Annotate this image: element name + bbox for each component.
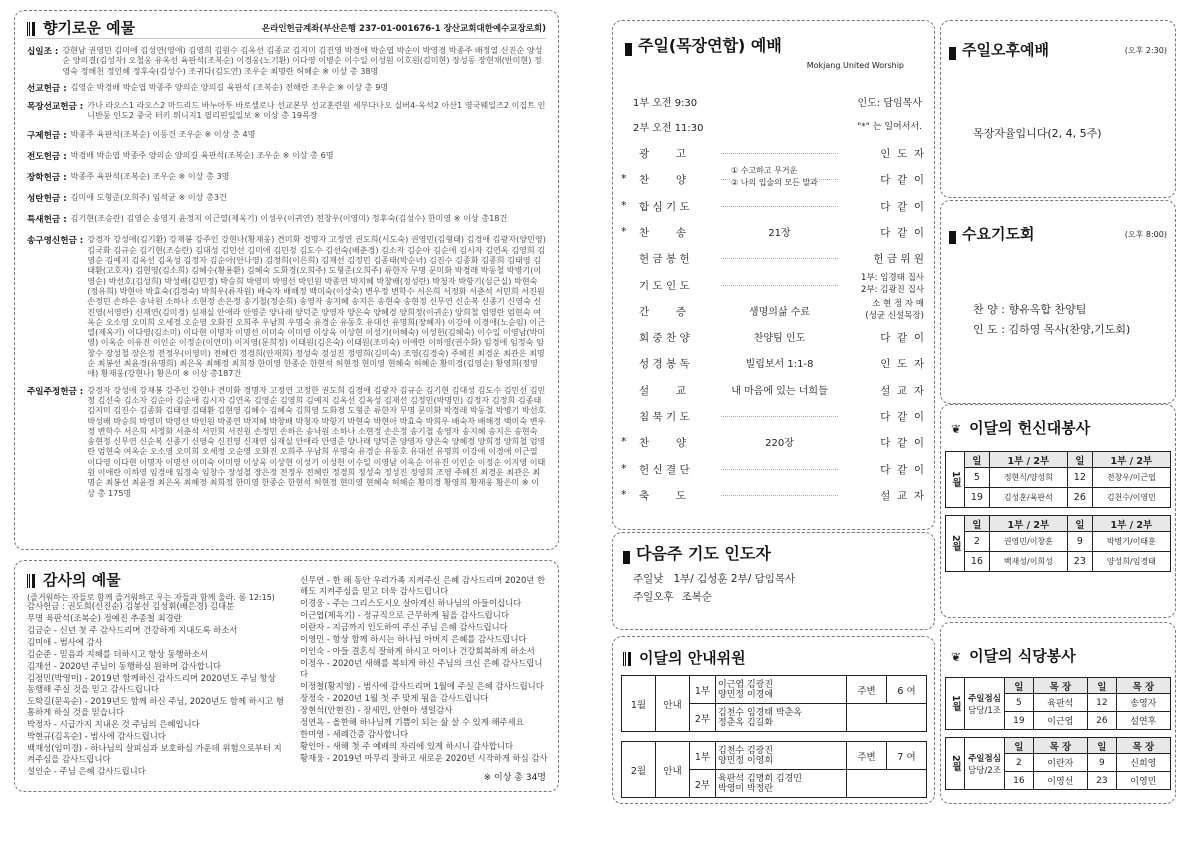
kitchen-header: 목 장: [1033, 678, 1087, 694]
offering-names: 김영순 박경배 박순엽 박종주 양의순 양의길 육판석 (조복순) 전해란 조우순 ※ 이상 총 9명: [70, 81, 389, 92]
next-leader-label-2: 주일오후: [633, 591, 674, 603]
offering-label: 주일주정헌금 :: [27, 386, 84, 397]
thanks-entry: 이근엽(제옥기) - 정규직으로 근무하게 됨을 감사드립니다: [300, 610, 509, 620]
order-item: 간 증: [639, 305, 686, 318]
order-role: 1부: 임경태 집사: [861, 272, 924, 283]
volunteer-cell: 26: [1067, 488, 1092, 508]
order-role: 헌 금 위 원: [873, 253, 924, 266]
order-content: ① 수고하고 무거운: [731, 166, 798, 176]
order-role: 다 같 이: [880, 200, 924, 213]
thanks-entry: 김금순 - 신년 첫 주 감사드리며 건강하게 지내도록 하소서: [27, 625, 238, 635]
order-row: [613, 483, 934, 507]
order-row: [613, 299, 934, 323]
kitchen-header: 일: [1005, 738, 1034, 754]
order-row: [613, 273, 934, 297]
order-row: [613, 325, 934, 349]
thanks-col1: [27, 601, 285, 778]
order-role: 설 교 자: [880, 384, 924, 397]
offering-label: 구제헌금 :: [27, 131, 67, 142]
next-leader-box: [612, 532, 935, 630]
volunteer-cell: 2: [965, 532, 990, 552]
leader-line: 인 도 : 김하영 목사(찬양,기도회): [973, 323, 1131, 336]
thanks-entry: 김순준 - 믿음과 지혜를 더하시고 항상 동행하소서: [27, 649, 208, 659]
thanks-entry: 이정우 - 2020년 새해를 복되게 하신 주님의 크신 은혜 감사드립니다: [300, 658, 543, 679]
thanks-entry: 장현석(안현진) - 장세민, 안현아 생일감사: [300, 705, 453, 715]
order-content: 220장: [721, 434, 838, 449]
order-role: 다 같 이: [880, 332, 924, 345]
kitchen-cell: 26: [1087, 712, 1116, 730]
volunteer-cell: 9: [1067, 532, 1092, 552]
afternoon-title: 주일오후예배: [962, 41, 1049, 59]
worship-box: [612, 20, 935, 530]
thanks-entry: 김정민(박영미) - 2019년 함께하신 감사드리며 2020년도 주님 항상 동행해 주실 것을 믿고 감사드립니다: [27, 673, 276, 694]
afternoon-time: (오후 2:30): [1124, 46, 1167, 55]
usher-names: 육판석 김명희 김경민 박영미 박정란: [716, 770, 847, 798]
order-role: 인 도 자: [880, 358, 924, 371]
kitchen-cell: 신희영: [1116, 754, 1170, 772]
kitchen-duty-group: 담당/2조: [968, 765, 1001, 776]
kitchen-cell: 12: [1087, 694, 1116, 712]
volunteer-cell: 23: [1067, 552, 1092, 572]
dotted-line: [721, 285, 838, 286]
leaf-icon: ❦: [951, 650, 962, 664]
usher-part: 2부: [690, 770, 716, 798]
offering-names: 박경배 박순엽 박종주 양의순 양의길 육판석(조복순) 조우순 ※ 이상 총 6명: [70, 150, 334, 161]
order-item: 성 경 봉 독: [639, 358, 690, 371]
order-role: 다 같 이: [880, 463, 924, 476]
volunteer-cell: 박병기/이태훈: [1092, 532, 1170, 552]
order-row: [613, 404, 934, 428]
order-row: [613, 194, 934, 218]
offering-names: 강경자 강성애(김기환) 강재봉 강주인 강현나(황재웅) 견미화 경명자 고정연 권도희(서도숙) 권영민(김형태) 김경애 김광자(양민영) 김국화 김규순 김기현(조승란) 김대성 김민선 김미애 김민정 김도수 김선숙(배춘경) 김소자 김순아 김순애 김시자 김연옥 김영희 김영순 김예지 김옥선 김옥성 김정자 김순아(안나영) 김정희(이은희) 김재선 김정민 김종태(박순녀) 김진수 김종화 김종희 김태영 김태환(고호자) 김현영(김소희) 김혜수(황용환) 김혜숙 도화경(오희주) 도형준(오희주) 류한자 무명 문미화 박경래 박동철 박병기(이영순) 박선호(김성희) 박성배(김민정) 박승희 박영미 박영선 박인원 박종연 박지혜 박창배(정성란) 박청자 박항기(심근실) 박현숙(정유희) 박현아 박효숙(김경숙) 박희우(류자원) 배숙자 배해정 백미숙(이상숙) 변우정 변학수 서은희 서정화 서춘석 서민희 서진원 손정민 손하은 송낙원 소하나 소현정 손은정 송기철(정순희) 송영자 송지혜 송지은 송현숙 송현정 신무연 신순복 신종기 신영숙 신진영(서영란) 신재연(김미경) 심재실 안애라 안영준 양나래 양덕준 양영자 양은숙 양혜경 양희정(이귀순) 양희철 엄영란 엄현숙 여옥순 오소영 오미희 오세정 오순영 오화진 오희주 우남희 우명숙 유경순 유동호 유대선 유명희(장혜자) 이강애 이경애(노순임) 이근열(제옥기) 이다영(김소미) 이다현 이명자 이명선 이미숙 이미영 이상욱 이상현 이성기(이혜숙) 이성헌(김혜숙) 이수일 이영남(박미영) 이옥순 이유진 이인순 이정순(이연미) 이지영(문희정) 이태원(김은숙) 이태원(조미숙) 이애란 이하영(권수화) 임경애 임정숙 임창수 장성철 장은정 전정우(이영미) 전혜린 정경희(안재희) 정성숙 정성진 정영희(김미숙) 조영(김경숙) 주혜진 최경운 최관은 최명순 최봉선 최윤경(유명희) 최은옥 최혜정 최희정 한미영 한종순 한현석 허현정 현미영 현혜숙 허혜순 황미경(김영순) 황영희(정영애) 황재웅(강현나) 황은미 ※ 이상 총187건: [87, 234, 546, 379]
volunteer-header: 1부 / 2부: [1092, 452, 1170, 468]
usher-part: 1부: [690, 676, 716, 704]
offering-names: 강경자 강성애 강재봉 강주인 강현나 견미화 경명자 고정연 고정한 권도희 김경애 김광자 김규순 김기현 김대성 김도수 김민선 김민정 김선숙 김소자 김순아 김순애 김시자 김연옥 김영순 김영희 김예지 김옥선 김옥성 김재선 김정민(박명민) 김정자 김정희 김종태 김지미 김진수 김종화 김태영 김태환 김현영 김혜수 김혜숙 김희영 도화경 도형준 류한자 무명 문미화 박경래 박동철 박병기 박선호 박성배 박승희 박영미 박영선 박인원 박종연 박지혜 박창배 박청자 박항기 박현숙 박현아 박효숙 박희우 배숙자 배해정 백미숙 변우정 변학수 서은희 서정화 서춘석 서민희 서진원 손정민 손하은 송낙원 소하나 소현정 손은정 송기철 송영자 송지혜 송지은 송현숙 송현정 신무연 신순복 신종기 신영숙 신진영 신재연 심재실 안애라 안영준 양나래 양덕준 양영자 양은숙 양혜경 양희정 양희철 엄영란 엄현숙 여옥순 오소영 오미희 오세정 오순영 오화진 오희주 우남희 우명숙 유경순 유동호 유대선 유명희 이강애 이경애 이근열 이다영 이다현 이명자 이명선 이미숙 이미영 이상욱 이상현 이성기 이성헌 이수일 이영남 이옥순 이유진 이인순 이정순 이지영 이태원 이애란 이하영 임경애 임정숙 임창수 장성철 장은정 전정우 전혜린 정경희 정성숙 정성진 정영희 조영 주혜진 최경운 최관은 최명순 최봉선 최윤경 최은옥 최혜정 최희정 한미영 한종순 한현석 허현정 현미영 현혜숙 허혜순 황미경 황영희 황재웅 황은미 ※ 이상 총 175명: [87, 384, 546, 498]
usher-hall: 주변: [847, 676, 887, 704]
offering-label: 전도헌금 :: [27, 152, 67, 163]
order-row: [613, 351, 934, 375]
order-item: 축 도: [639, 489, 686, 502]
stand-marker: *: [621, 224, 627, 238]
order-item: 기 도 인 도: [639, 279, 690, 292]
next-leader-label-1: 주일낮: [633, 573, 664, 585]
thanks-entry: 이정철(황지영) - 범사에 감사드리며 1월에 주실 은혜 감사드립니다: [300, 681, 544, 691]
usher-part: 2부: [690, 704, 716, 732]
offerings-header: [27, 17, 546, 39]
offerings-title: 향기로운 예물: [43, 19, 136, 37]
stand-marker: *: [621, 172, 627, 186]
worship-subtitle: Mokjang United Worship: [806, 61, 904, 70]
order-item: 찬 양: [639, 437, 686, 450]
order-role: 소 현 정 자 매: [872, 298, 924, 309]
wednesday-time: (오후 8:00): [1124, 230, 1167, 239]
next-leader-value-1: 1부/ 김성훈 2부/ 담임목사: [673, 573, 796, 585]
volunteer-header: 1부 / 2부: [989, 452, 1067, 468]
kitchen-cell: 2: [1005, 754, 1034, 772]
kitchen-cell: 육판석: [1033, 694, 1087, 712]
kitchen-header: 일: [1005, 678, 1034, 694]
volunteer-cell: 5: [965, 468, 990, 488]
volunteer-cell: 12: [1067, 468, 1092, 488]
kitchen-cell: 설연후: [1116, 712, 1170, 730]
dotted-line: [721, 153, 838, 154]
next-leader-title: 다음주 기도 인도자: [636, 544, 771, 563]
thanks-subtitle: (즐거워하는 자들로 함께 즐거워하고 우는 자들과 함께 울라. 롬 12:15): [27, 593, 275, 602]
thanks-entry: 무명 육판석(조복순) 정예진 추종철 최경란: [27, 613, 182, 623]
order-content: 생명의삶 수료: [721, 303, 838, 318]
order-item: 헌 금 봉 헌: [639, 253, 690, 266]
offering-names: 가나 라오스1 라오스2 마드리드 바누아투 바로셀로나 선교본부 선교훈련원 세부다나오 실버4-욱석2 아산1 영국웨일즈2 이집트 인니반둥 인도2 중국 터키 튀니지1 필리핀일일보 ※ 이상 총 19목장: [87, 99, 546, 121]
order-role: 다 같 이: [880, 174, 924, 187]
volunteers-title: 이달의 헌신대봉사: [969, 419, 1091, 437]
kitchen-header: 목 장: [1033, 738, 1087, 754]
kitchen-box: [940, 622, 1176, 804]
kitchen-cell: 19: [1005, 712, 1034, 730]
kitchen-header: 일: [1087, 678, 1116, 694]
afternoon-box: [940, 20, 1176, 198]
thanks-entry: 감사헌금 : 권도희(신진순) 김봉선 김성휘(배은경) 김대분: [27, 601, 235, 611]
volunteers-table: [945, 451, 1171, 572]
thanks-col2: [300, 575, 550, 765]
usher-names: 김천수 김광진 양민정 이영희: [716, 742, 847, 770]
worship-order: [613, 141, 934, 521]
thanks-total: ※ 이상 총 34명: [483, 773, 546, 783]
offering-section: [27, 82, 546, 94]
volunteer-cell: 정현식/양성희: [989, 468, 1067, 488]
offering-section: [27, 234, 546, 378]
offering-section: [27, 129, 546, 141]
order-role: 다 같 이: [880, 437, 924, 450]
order-row: [613, 378, 934, 402]
kitchen-cell: 이영선: [1033, 772, 1087, 790]
usher-month: 2월: [622, 742, 656, 798]
thanks-entry: 백재성(임미경) - 하나님의 살피심과 보호하심 가운데 위험으로부터 지켜주심을 감사드립니다: [27, 743, 282, 764]
wednesday-box: [940, 200, 1176, 404]
order-content: ② 나의 입술의 모든 말과: [731, 178, 818, 188]
order-row: [613, 141, 934, 165]
kitchen-duty-label: 주일점심: [968, 753, 1001, 764]
order-role: 2부: 김광진 집사: [861, 284, 924, 295]
thanks-entry: 김미애 - 범사에 감사: [27, 637, 103, 647]
thanks-title: 감사의 예물: [43, 571, 121, 589]
next-leader-value-2: 조복순: [681, 591, 713, 603]
order-item: 찬 양: [639, 174, 686, 187]
bars-icon: [623, 652, 631, 666]
offering-label: 장학헌금 :: [27, 173, 67, 184]
thanks-entry: 이경웅 - 주는 그리스도시오 살아계신 하나님의 아들이십니다: [300, 598, 522, 608]
volunteer-header: 1부 / 2부: [989, 516, 1067, 532]
kitchen-table: [945, 677, 1171, 790]
usher-empty: [847, 770, 927, 798]
service-time-1: 1부 오전 9:30: [633, 98, 698, 109]
order-content: 빌립보서 1:1-8: [721, 355, 838, 370]
order-role: 설 교 자: [880, 489, 924, 502]
usher-role: 안내: [656, 676, 690, 732]
bars-icon: [27, 574, 35, 588]
kitchen-cell: 23: [1087, 772, 1116, 790]
thanks-entry: 신무연 - 한 해 동안 우리가족 지켜주신 은혜 감사드리며 2020년 한해도 지켜주심을 믿고 더욱 감사드립니다: [300, 575, 546, 596]
stand-marker: *: [621, 198, 627, 212]
offering-names: 박종주 육판석(조복순) 조우순 ※ 이상 총 3명: [70, 171, 230, 182]
volunteer-header: 1부 / 2부: [1092, 516, 1170, 532]
dotted-line: [721, 469, 838, 470]
stand-marker: *: [621, 487, 627, 501]
order-item: 찬 송: [639, 226, 686, 239]
volunteer-cell: 전창우/이근엽: [1092, 468, 1170, 488]
volunteer-cell: 19: [965, 488, 990, 508]
thanks-entry: 박현규(김옥순) - 범사에 감사드립니다: [27, 731, 166, 741]
offerings-box: [14, 10, 559, 550]
dotted-line: [721, 206, 838, 207]
thanks-entry: 황인아 - 새해 첫 주 예배의 자리에 있게 하시니 감사합니다: [300, 741, 514, 751]
volunteer-cell: 16: [965, 552, 990, 572]
kitchen-header: 목 장: [1116, 678, 1170, 694]
usher-count: 6 여: [887, 676, 927, 704]
order-row: [613, 167, 934, 191]
kitchen-cell: 5: [1005, 694, 1034, 712]
offering-names: 김미애 도형준(오희주) 임석균 ※ 이상 총3건: [70, 192, 227, 203]
usher-empty: [847, 704, 927, 732]
afternoon-text: 목장자율입니다(2, 4, 5주): [973, 127, 1102, 140]
kitchen-title: 이달의 식당봉사: [969, 647, 1076, 665]
usher-month: 1월: [622, 676, 656, 732]
kitchen-duty: [965, 678, 1005, 730]
order-role: 인 도 자: [880, 148, 924, 160]
volunteer-cell: 김천수/이영민: [1092, 488, 1170, 508]
volunteer-header: 일: [965, 452, 990, 468]
order-row: [613, 457, 934, 481]
offering-section: [27, 192, 546, 204]
volunteer-header: 일: [1067, 452, 1092, 468]
kitchen-duty-label: 주일점심: [968, 693, 1001, 704]
order-row: [613, 430, 934, 454]
offering-section: [27, 171, 546, 183]
thanks-entry: 박정자 - 시급가지 지내온 것 주님의 은혜입니다: [27, 719, 200, 729]
usher-names: 김천수 임경태 박춘옥 정춘옥 김길화: [716, 704, 847, 732]
volunteer-month: 2월: [946, 516, 965, 572]
dotted-line: [721, 258, 838, 259]
order-row: [613, 246, 934, 270]
thanks-entry: 정연옥 - 올한해 하나님께 기쁨이 되는 삶 살 수 있게 해주세요: [300, 717, 524, 727]
order-item: 광 고: [639, 148, 686, 160]
kitchen-cell: 16: [1005, 772, 1034, 790]
thanks-entry: 설인순 - 주님 은혜 감사드립니다: [27, 766, 146, 776]
order-role: 다 같 이: [880, 226, 924, 239]
offering-label: 십일조 :: [27, 47, 59, 57]
kitchen-cell: 이란자: [1033, 754, 1087, 772]
kitchen-cell: 이근엽: [1033, 712, 1087, 730]
offering-label: 특새헌금 :: [27, 215, 67, 226]
service-time-2: 2부 오전 11:30: [633, 123, 704, 134]
bars-icon: [27, 22, 35, 36]
praise-line: 찬 양 : 향유옥합 찬양팀: [973, 303, 1087, 316]
kitchen-header: 목 장: [1116, 738, 1170, 754]
offering-sections: [27, 45, 546, 498]
service-leader: 인도: 담임목사: [857, 98, 922, 109]
kitchen-duty-group: 담당/1조: [968, 705, 1001, 716]
usher-names: 이근엽 김광진 양민정 이경애: [716, 676, 847, 704]
volunteers-box: [940, 404, 1176, 618]
kitchen-header: 일: [1087, 738, 1116, 754]
order-role: 다 같 이: [880, 411, 924, 423]
dotted-line: [721, 416, 838, 417]
order-role: (성균 신설목장): [865, 310, 924, 321]
offering-label: 목장선교헌금 :: [27, 101, 84, 112]
offering-label: 선교헌금 :: [27, 83, 67, 94]
thanks-entry: 이영민 - 항상 함께 하시는 하나님 아버지 은혜를 감사드립니다: [300, 634, 527, 644]
offering-section: [27, 150, 546, 162]
order-content: 찬양팀 인도: [721, 329, 838, 344]
leaf-icon: ❦: [951, 422, 962, 436]
account-info: 온라인헌금계좌(부산은행 237-01-001676-1 장산교회대한예수교장로회): [261, 24, 546, 34]
wednesday-title: 수요기도회: [962, 225, 1035, 243]
offering-section: [27, 45, 546, 76]
offering-names: 김기현(조승란) 김영순 송영지 윤정지 이근열(제옥기) 이성우(이귀연) 전창우(이영미) 정후숙(김성수) 한미영 ※ 이상 총18건: [70, 213, 508, 224]
volunteer-header: 일: [965, 516, 990, 532]
volunteer-cell: 양성희/임경태: [1092, 552, 1170, 572]
offering-label: 송구영신헌금 :: [27, 236, 84, 247]
order-item: 회 중 찬 양: [639, 332, 690, 345]
offering-names: 강현남 권영민 김미애 김성연(영애) 김영희 김원수 김옥선 김종교 김지미 김진영 박경애 박순엽 박순이 박영경 박종주 배정열 신진순 양성순 양의결(김성자) 오철웅 유옥선 육판석(조복순) 이경웅(노기환) 이다영 이병순 이수일 이성원 이호원(김미현) 장성동 장현채(반미현) 정영숙 정해천 정인혜 정후숙(김성수) 조귀다(김도연) 조우순 최명란 허혜순 ※ 이상 총 38명: [62, 45, 543, 76]
worship-title: 주일(목장연합) 예배: [638, 36, 782, 55]
order-row: [613, 220, 934, 244]
usher-hall: 주변: [847, 742, 887, 770]
offering-label: 성탄헌금 :: [27, 194, 67, 205]
kitchen-cell: 이영민: [1116, 772, 1170, 790]
kitchen-month: 2월: [946, 738, 965, 790]
usher-role: 안내: [656, 742, 690, 798]
volunteer-cell: 백재성/이희성: [989, 552, 1067, 572]
order-item: 합 심 기 도: [639, 200, 690, 213]
ushers-table: [621, 675, 927, 798]
thanks-entry: 도학길(문옥순) - 2019년도 함께 하신 주님, 2020년도 함께 하시고 형통하게 하실 것을 믿습니다: [27, 696, 284, 717]
kitchen-duty: [965, 738, 1005, 790]
thanks-entry: 이란자 - 지금까지 인도하여 주신 주님 은혜 감사드립니다: [300, 622, 508, 632]
offering-names: 박종주 육판석(조복순) 이동건 조우순 ※ 이상 총 4명: [70, 129, 256, 140]
order-content: 21장: [721, 224, 838, 239]
order-item: 헌 신 결 단: [639, 463, 690, 476]
thanks-box: [14, 560, 559, 792]
usher-part: 1부: [690, 742, 716, 770]
stand-marker: *: [621, 461, 627, 475]
thanks-entry: 한미영 - 세례간증 감사합니다: [300, 729, 409, 739]
thanks-entry: 황재웅 - 2019년 마무리 잘하고 새로운 2020년 시작하게 하심 감사: [300, 753, 548, 763]
dotted-line: [721, 495, 838, 496]
order-item: 설 교: [639, 384, 686, 397]
order-content: 내 마음에 있는 너희들: [721, 382, 838, 397]
thanks-entry: 김재선 - 2020년 주님이 동행하심 원하며 감사합니다: [27, 661, 222, 671]
offering-section: [27, 385, 546, 498]
kitchen-month: 1월: [946, 678, 965, 730]
volunteer-cell: 권영민/이창훈: [989, 532, 1067, 552]
kitchen-cell: 9: [1087, 754, 1116, 772]
ushers-title: 이달의 안내위원: [639, 649, 746, 667]
kitchen-cell: 송영자: [1116, 694, 1170, 712]
offering-section: [27, 100, 546, 121]
stand-marker: *: [621, 435, 627, 449]
volunteer-cell: 김성훈/육판석: [989, 488, 1067, 508]
order-item: 침 묵 기 도: [639, 411, 690, 423]
usher-count: 7 여: [887, 742, 927, 770]
stand-note: "*" 는 일어서서.: [857, 122, 922, 132]
volunteer-header: 일: [1067, 516, 1092, 532]
ushers-box: [612, 636, 935, 804]
volunteer-month: 1월: [946, 452, 965, 508]
thanks-entry: 장정숙 - 2020년 1월 첫 주 맞게 됨을 감사드립니다: [300, 693, 489, 703]
offering-section: [27, 213, 546, 225]
thanks-entry: 이인숙 - 아들 결혼식 잘하게 하시고 아이나 건강회복하게 하소서: [300, 646, 535, 656]
